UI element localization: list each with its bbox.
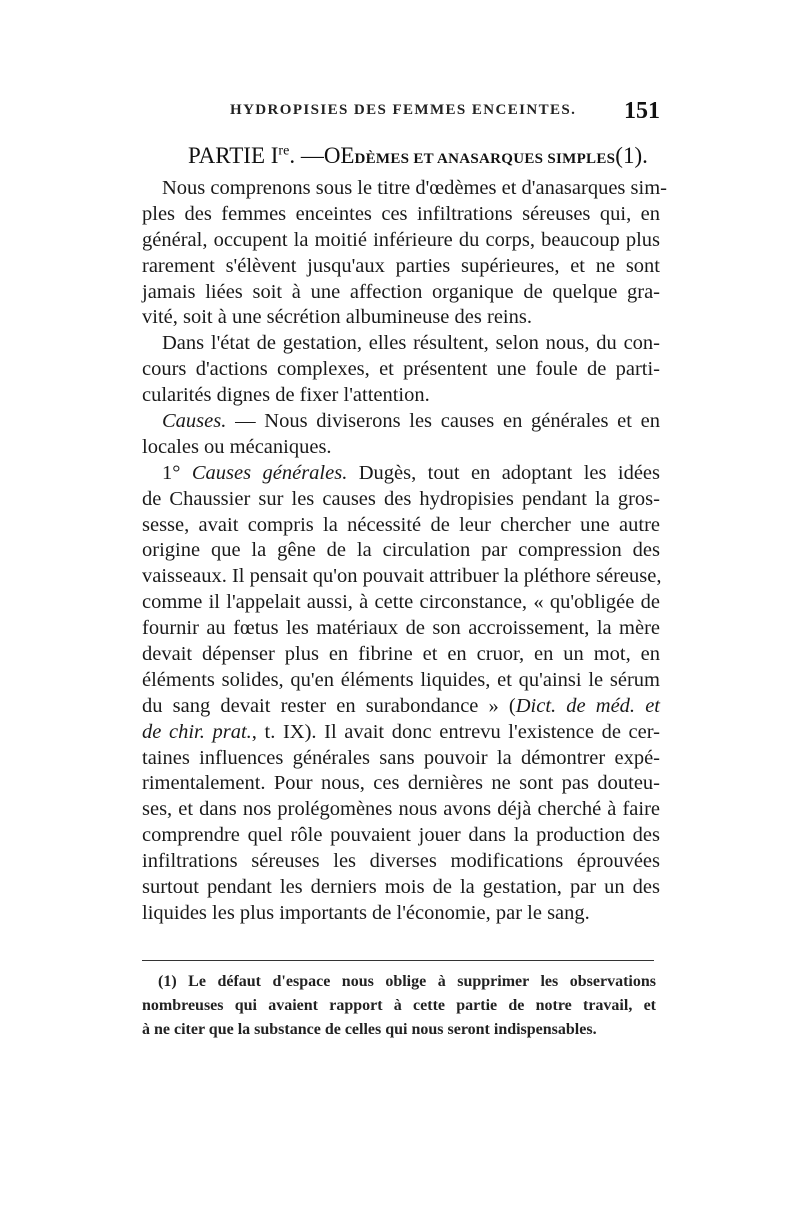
text-line: cours d'actions complexes, et présentent une foule de parti- [142, 358, 660, 381]
page-number: 151 [624, 98, 660, 124]
body-text [142, 176, 667, 927]
text-line: devait dépenser plus en fibrine et en cruor, en un mot, en [142, 643, 660, 666]
footnote [142, 970, 656, 1042]
text-line: fournir au fœtus les matériaux de son accroissement, la mère [142, 617, 660, 640]
text-line: éléments solides, qu'en éléments liquides, et qu'ainsi le sérum [142, 668, 660, 691]
text-line: rarement s'élèvent jusqu'aux parties supérieures, et ne sont [142, 254, 660, 277]
section-note-ref: (1). [615, 143, 648, 168]
text-span: , t. IX). Il avait donc entrevu l'existence de cer- [251, 720, 660, 743]
text-line: Dans l'état de gestation, elles résultent, selon nous, du con- [162, 332, 660, 355]
citation: Dict. de méd. et [515, 694, 660, 717]
text-line: surtout pendant les derniers mois de la gestation, par un des [142, 876, 660, 899]
footnote-line: nombreuses qui avaient rapport à cette partie de notre travail, et [142, 997, 656, 1014]
text-line: vité, soit à une sécrétion albumineuse des reins. [142, 306, 532, 329]
text-line: origine que la gêne de la circulation par compression des [142, 539, 660, 562]
running-header [140, 100, 660, 130]
text-line: jamais liées soit à une affection organique de quelque gra- [142, 280, 660, 303]
text-line: cularités dignes de fixer l'attention. [142, 384, 430, 407]
text-line: comprendre quel rôle pouvaient jouer dans la production des [142, 824, 660, 847]
text-line: ses, et dans nos prolégomènes nous avons déjà cherché à faire [142, 798, 660, 821]
text-line [142, 720, 660, 746]
footnote-line: à ne citer que la substance de celles qui nous seront indispensables. [142, 1021, 597, 1038]
text-line: liquides les plus importants de l'économie, par le sang. [142, 901, 590, 924]
italic-heading: Causes. [162, 410, 227, 433]
section-part-sup: re [278, 143, 290, 159]
text-line [142, 461, 660, 487]
section-first-letters: OE [323, 143, 355, 168]
text-line: ples des femmes enceintes ces infiltrations séreuses qui, en [142, 202, 660, 225]
list-number: 1° [162, 461, 192, 484]
text-span: du sang devait rester en surabondance » ( [142, 694, 516, 717]
section-title [188, 143, 648, 169]
text-line: général, occupent la moitié inférieure du corps, beaucoup plus [142, 228, 660, 251]
text-span: Dugès, tout en adoptant les idées [347, 461, 660, 484]
text-line: rimentalement. Pour nous, ces dernières ne sont pas douteu- [142, 772, 660, 795]
running-title: HYDROPISIES DES FEMMES ENCEINTES. [230, 102, 577, 118]
text-line: vaisseaux. Il pensait qu'on pouvait attribuer la pléthore séreuse, [142, 565, 662, 588]
section-title-rest: DÈMES ET ANASARQUES SIMPLES [354, 151, 616, 167]
italic-heading: Causes générales. [191, 461, 348, 484]
text-line: sesse, avait compris la nécessité de leur chercher une autre [142, 513, 660, 536]
section-part-sep: . — [289, 143, 324, 168]
text-line: taines influences générales sans pouvoir la démontrer expé- [142, 746, 660, 769]
footnote-line: (1) Le défaut d'espace nous oblige à supprimer les observations [158, 973, 656, 990]
text-line: locales ou mécaniques. [142, 435, 332, 458]
text-line [142, 694, 660, 720]
text-line: comme il l'appelait aussi, à cette circonstance, « qu'obligée de [142, 591, 660, 614]
text-line [142, 409, 660, 435]
section-part-word: PARTIE I [188, 143, 279, 168]
footnote-divider [142, 960, 654, 961]
text-line: Nous comprenons sous le titre d'œdèmes et d'anasarques sim- [162, 177, 667, 199]
citation: de chir. prat. [142, 720, 252, 743]
text-line: de Chaussier sur les causes des hydropisies pendant la gros- [142, 487, 660, 510]
text-span: — Nous diviserons les causes en générales et en [226, 410, 660, 433]
text-line: infiltrations séreuses les diverses modifications éprouvées [142, 850, 660, 873]
